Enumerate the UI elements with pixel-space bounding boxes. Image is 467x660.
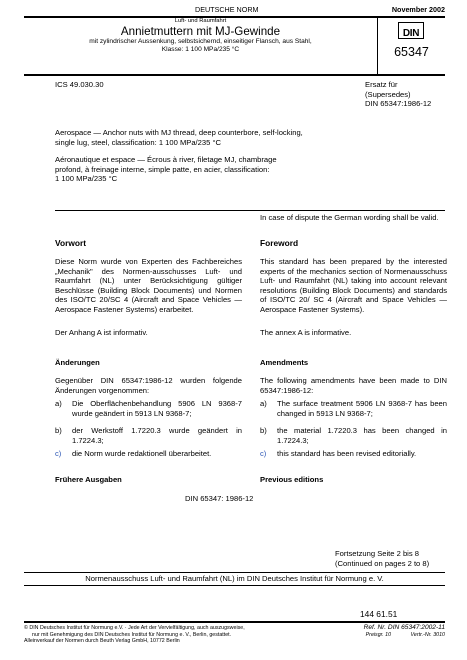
subtitle-line-1: mit zylindrischer Aussenkung, selbstsichernd, einseitiger Flansch, aus Stahl, <box>89 37 312 45</box>
list-text: der Werkstoff 1.7220.3 wurde geändert in 1.7224.3; <box>72 426 242 445</box>
vorwort-heading: Vorwort <box>55 238 87 248</box>
supersedes-line-2: (Supersedes) <box>365 89 411 99</box>
english-title <box>55 128 303 147</box>
order-number: 144 61.51 <box>360 609 398 619</box>
standard-number: 65347 <box>394 45 429 59</box>
footer-top-rule <box>24 621 445 623</box>
committee-name: Normenausschuss Luft- und Raumfahrt (NL) im DIN Deutsches Institut für Normung e. V. <box>85 574 384 583</box>
list-label: c) <box>55 449 62 458</box>
list-text: this standard has been revised editorially. <box>277 449 417 458</box>
norm-label: DEUTSCHE NORM <box>195 5 259 14</box>
foreword-annex-note: The annex A is informative. <box>260 328 352 337</box>
copyright-block <box>24 625 245 645</box>
list-label: a) <box>260 399 267 408</box>
ics-code: ICS 49.030.30 <box>55 80 104 89</box>
english-title-line-1: Aerospace — Anchor nuts with MJ thread, deep counterbore, self-locking, <box>55 128 303 137</box>
page-title: Annietmuttern mit MJ-Gewinde <box>120 24 281 38</box>
committee-bottom-rule <box>24 585 445 586</box>
french-title-line-1: Aéronautique et espace — Écrous à river, filetage MJ, chambrage <box>55 155 277 164</box>
continuation-line-1: Fortsetzung Seite 2 bis 8 <box>335 549 419 558</box>
previous-editions-heading-en: Previous editions <box>260 475 324 484</box>
list-label: a) <box>55 399 62 408</box>
supersedes-line-1: Ersatz für <box>365 80 398 89</box>
header-divider <box>377 16 378 74</box>
dispute-note: In case of dispute the German wording shall be valid. <box>260 213 439 222</box>
price-group: Preisgr. 10 <box>365 632 392 638</box>
list-label: b) <box>55 426 62 435</box>
copyright-line-3: Alleinverkauf der Normen durch Beuth Verlag GmbH, 10772 Berlin <box>24 638 180 644</box>
list-label: c) <box>260 449 267 458</box>
continuation-line-2: (Continued on pages 2 to 8) <box>335 558 430 568</box>
committee-top-rule <box>24 572 445 573</box>
french-title-line-3: 1 100 MPa/235 °C <box>55 174 118 184</box>
vorwort-text: Diese Norm wurde von Experten des Fachbereiches „Mechanik" des Normen-ausschusses Luft- und Raumfahrt (NL) unter Berücksichtigung gültiger Beschlüsse (Building Block Documents) und Normen des ISO/TC 20/SC 4 (Aircraft and Space Vehicles — Aerospace Fastener Systems) erarbeitet. <box>55 257 242 314</box>
list-text: die Norm wurde redaktionell überarbeitet. <box>72 449 212 458</box>
list-label: b) <box>260 426 267 435</box>
subject-area: Luft- und Raumfahrt <box>174 18 227 24</box>
vorwort-annex-note: Der Anhang A ist informativ. <box>55 328 148 337</box>
english-title-line-2: single lug, steel, classification: 1 100 MPa/235 °C <box>55 137 221 147</box>
amendments-heading: Amendments <box>260 358 309 367</box>
supersedes-line-3: DIN 65347:1986-12 <box>365 99 432 109</box>
aenderungen-intro: Gegenüber DIN 65347:1986-12 wurden folgende Änderungen vorgenommen: <box>55 376 242 395</box>
aenderungen-heading: Änderungen <box>55 358 100 367</box>
foreword-text: This standard has been prepared by the interested experts of the mechanics section of Normenausschuss Luft- und Raumfahrt (NL) taking into account relevant resolutions (Building Block Documents) and standards of ISO/TC 20/ SC 4 (Aircraft and Space Vehicles — Aerospace Fastener Systems). <box>260 257 447 314</box>
french-title <box>55 155 277 184</box>
issue-date: November 2002 <box>391 5 445 14</box>
list-text: Die Oberflächenbehandlung 5906 LN 9368-7 wurde geändert in 5913 LN 9368-7; <box>72 399 242 418</box>
previous-editions-heading-de: Frühere Ausgaben <box>55 475 122 484</box>
header-bottom-rule <box>24 74 445 76</box>
copyright-line-1: © DIN Deutsches Institut für Normung e.V. · Jede Art der Vervielfältigung, auch auszugsweise, <box>24 625 245 631</box>
foreword-heading: Foreword <box>260 238 299 248</box>
header-center-block <box>24 18 377 54</box>
price-group-row <box>364 632 445 639</box>
supersedes-block <box>365 80 431 109</box>
subtitle-line-2: Klasse: 1 100 MPa/235 °C <box>161 45 240 53</box>
upper-section-rule <box>55 210 445 211</box>
vertr-number: Vertr.-Nr. 3010 <box>410 632 445 638</box>
list-text: The surface treatment 5906 LN 9368-7 has been changed in 5913 LN 9368-7; <box>277 399 447 418</box>
din-logo <box>398 22 424 39</box>
copyright-line-2: nur mit Genehmigung des DIN Deutsches Institut für Normung e. V., Berlin, gestattet. <box>32 631 232 638</box>
amendments-intro: The following amendments have been made to DIN 65347:1986-12: <box>260 376 447 395</box>
list-text: the material 1.7220.3 has been changed in 1.7224.3; <box>277 426 447 445</box>
previous-editions-value: DIN 65347: 1986-12 <box>185 494 254 503</box>
continuation-note <box>335 549 429 568</box>
reference-block <box>364 624 445 639</box>
french-title-line-2: profond, à freinage interne, simple patte, en acier, classification: <box>55 164 270 174</box>
din-logo-text: DIN <box>402 28 420 39</box>
reference-number: Ref. Nr. DIN 65347:2002-11 <box>363 624 445 631</box>
